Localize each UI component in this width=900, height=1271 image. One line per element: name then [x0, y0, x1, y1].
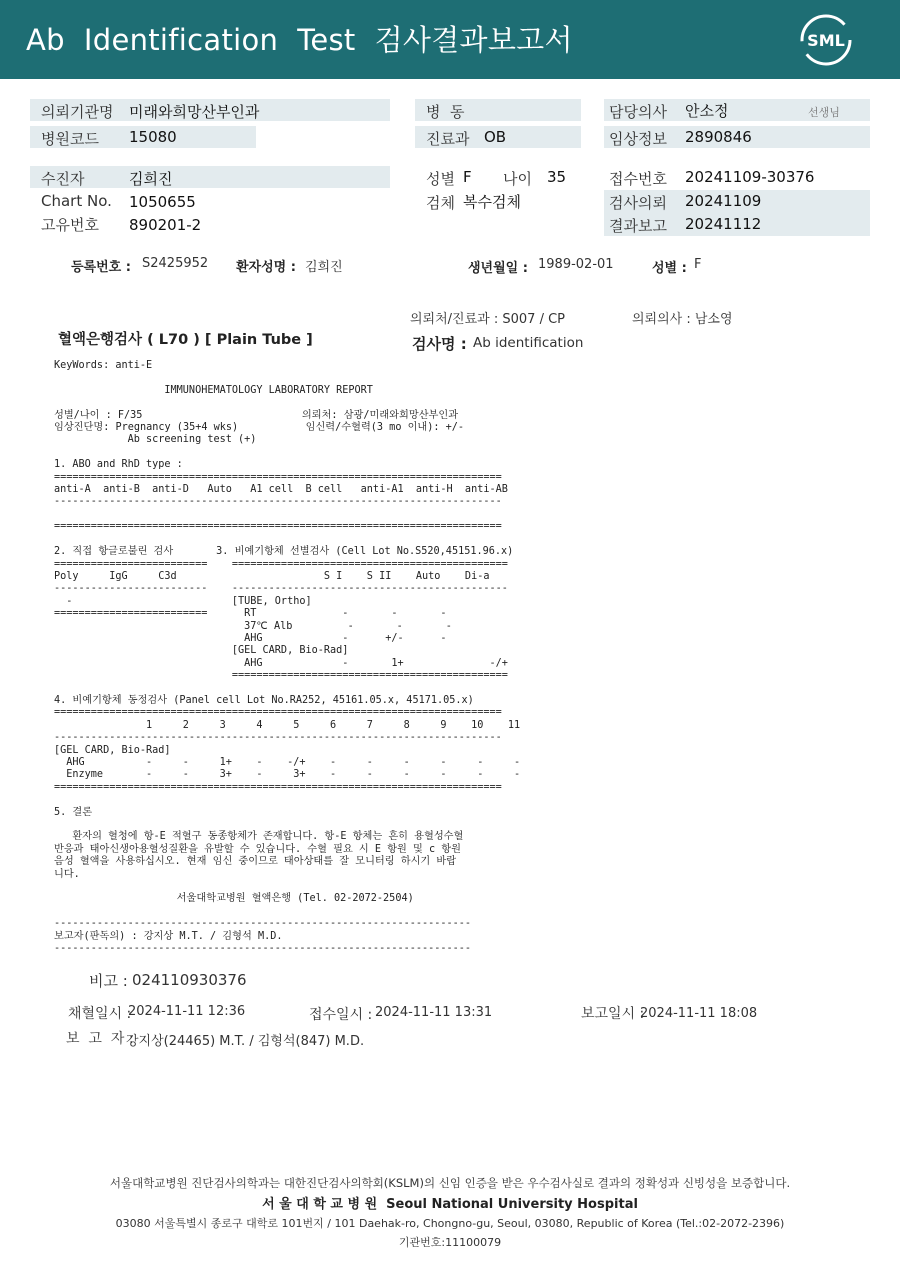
hospital-code-value: 15080 — [129, 128, 177, 146]
note-label: 비고 : — [89, 972, 128, 990]
reg-sex-label: 성별 : — [652, 261, 687, 276]
dept-label: 진료과 — [426, 130, 470, 148]
received-value: 2024-11-11 13:31 — [375, 1005, 493, 1020]
sex-value: F — [463, 168, 472, 186]
specimen-label: 검체 — [426, 194, 455, 212]
institution-value: 미래와희망산부인과 — [129, 103, 260, 121]
hospital-address: 03080 서울특별시 종로구 대학로 101번지 / 101 Daehak-ro, Chongno-gu, Seoul, 03080, Republic of Korea (Tel.:02-2072-2396) — [115, 1217, 785, 1230]
specimen-value: 복수검체 — [463, 193, 521, 211]
test-name-value: Ab identification — [473, 335, 584, 351]
patient-name-label: 환자성명 : — [236, 260, 296, 275]
reg-sex-value: F — [694, 257, 702, 272]
reported-value: 20241112 — [685, 215, 762, 233]
collected-label: 채혈일시 : — [68, 1006, 132, 1022]
reg-no-label: 등록번호 : — [71, 260, 131, 275]
reported-label: 결과보고 — [609, 217, 667, 235]
report-title: Ab Identification Test 검사결과보고서 — [26, 23, 573, 57]
reg-no-value: S2425952 — [142, 256, 209, 271]
reporter-value: 강지상(24465) M.T. / 김형석(847) M.D. — [126, 1034, 365, 1049]
certification-text: 서울대학교병원 진단검사의학과는 대한진단검사의학회(KSLM)의 신임 인증을 받은 우수검사실로 결과의 정확성과 신빙성을 보증합니다. — [109, 1176, 791, 1190]
dept-value: OB — [484, 128, 507, 146]
sml-logo-icon — [798, 12, 854, 68]
age-value: 35 — [547, 168, 567, 186]
patient-label: 수진자 — [41, 170, 85, 188]
doctor-value: 안소정 — [685, 102, 729, 120]
ward-label: 병 동 — [426, 103, 465, 121]
doctor-suffix: 선생님 — [808, 106, 840, 119]
hospital-name: 서 울 대 학 교 병 원 Seoul National University Hospital — [262, 1197, 638, 1212]
clinical-label: 임상정보 — [609, 130, 667, 148]
svg-text:SML: SML — [807, 31, 845, 50]
report-time-value: 2024-11-11 18:08 — [640, 1006, 758, 1021]
request-doctor-line: 의뢰의사 : 남소영 — [632, 312, 733, 327]
note-value: 024110930376 — [132, 971, 247, 989]
patient-name-value: 김희진 — [305, 260, 343, 275]
dob-label: 생년월일 : — [468, 261, 528, 276]
institution-label: 의뢰기관명 — [41, 103, 114, 121]
uid-value: 890201-2 — [129, 216, 202, 234]
patient-value: 김희진 — [129, 170, 173, 188]
age-label: 나이 — [503, 170, 532, 188]
test-title: 혈액은행검사 ( L70 ) [ Plain Tube ] — [58, 332, 313, 348]
test-name-label: 검사명 : — [412, 335, 467, 353]
received-label: 접수일시 : — [309, 1007, 373, 1023]
doctor-label: 담당의사 — [609, 103, 667, 121]
sex-label: 성별 — [426, 170, 455, 188]
chart-value: 1050655 — [129, 193, 196, 211]
receipt-label: 접수번호 — [609, 170, 667, 188]
lab-report-text: KeyWords: anti-E IMMUNOHEMATOLOGY LABORATORY REPORT 성별/나이 : F/35 의뢰처: 삼광/미래와희망산부인과 임상진단명: Pregnancy (35+4 wks) 임신력/수혈력(3 mo 이내): +/- Ab screening test (+) 1. ABO and RhD type : ========================================================================= anti-A anti-B anti-D Auto A1 cell B cell anti-A1 anti-H anti-AB ------------------------------------------------------------------------- ========================================================================= 2. 직접 항글로불린 검사 3. 비예기항체 선별검사 (Cell Lot No.S520,45151.96.x) ========================= ============================================= Poly IgG C3d S I S II Auto Di-a ------------------------- --------------------------------------------- - [TUBE, Ortho] ========================= RT - - - 37℃ Alb - - - AHG - +/- - [GEL CARD, Bio-Rad] AHG - 1+ -/+ ============================================= 4. 비예기항체 동정검사 (Panel cell Lot No.RA252, 45161.05.x, 45171.05.x) ========================================================================= 1 2 3 4 5 6 7 8 9 10 11 ------------------------------------------------------------------------- [GEL CARD, Bio-Rad] AHG - - 1+ - -/+ - - - - - - Enzyme - - 3+ - 3+ - - - - - - ========================================================================= 5. 결론 환자의 혈청에 항-E 적혈구 동종항체가 존재합니다. 항-E 항체는 흔히 용혈성수혈 반응과 태아신생아용혈성질환을 유발할 수 있습니다. 수혈 필요 시 E 항원 및 c 항원 음성 혈액을 사용하십시오. 현재 임신 중이므로 태아상태를 잘 모니터링 하시기 바랍 니다. 서울대학교병원 혈액은행 (Tel. 02-2072-2504) -------------------------------------------------------------------- 보고자(판독의) : 강지상 M.T. / 김형석 M.D. -------------------------------------------------------------------- — [54, 360, 521, 955]
org-number: 기관번호:11100079 — [398, 1236, 502, 1249]
requester-line: 의뢰처/진료과 : S007 / CP — [410, 312, 565, 327]
chart-label: Chart No. — [41, 192, 112, 210]
requested-label: 검사의뢰 — [609, 194, 667, 212]
uid-label: 고유번호 — [41, 216, 99, 234]
collected-value: 2024-11-11 12:36 — [128, 1004, 246, 1019]
report-header — [0, 0, 900, 79]
reporter-label: 보 고 자 : — [66, 1031, 134, 1047]
receipt-value: 20241109-30376 — [685, 168, 815, 186]
dob-value: 1989-02-01 — [538, 257, 614, 272]
report-time-label: 보고일시 : — [581, 1006, 645, 1022]
hospital-code-label: 병원코드 — [41, 130, 99, 148]
requested-value: 20241109 — [685, 192, 762, 210]
clinical-value: 2890846 — [685, 128, 752, 146]
